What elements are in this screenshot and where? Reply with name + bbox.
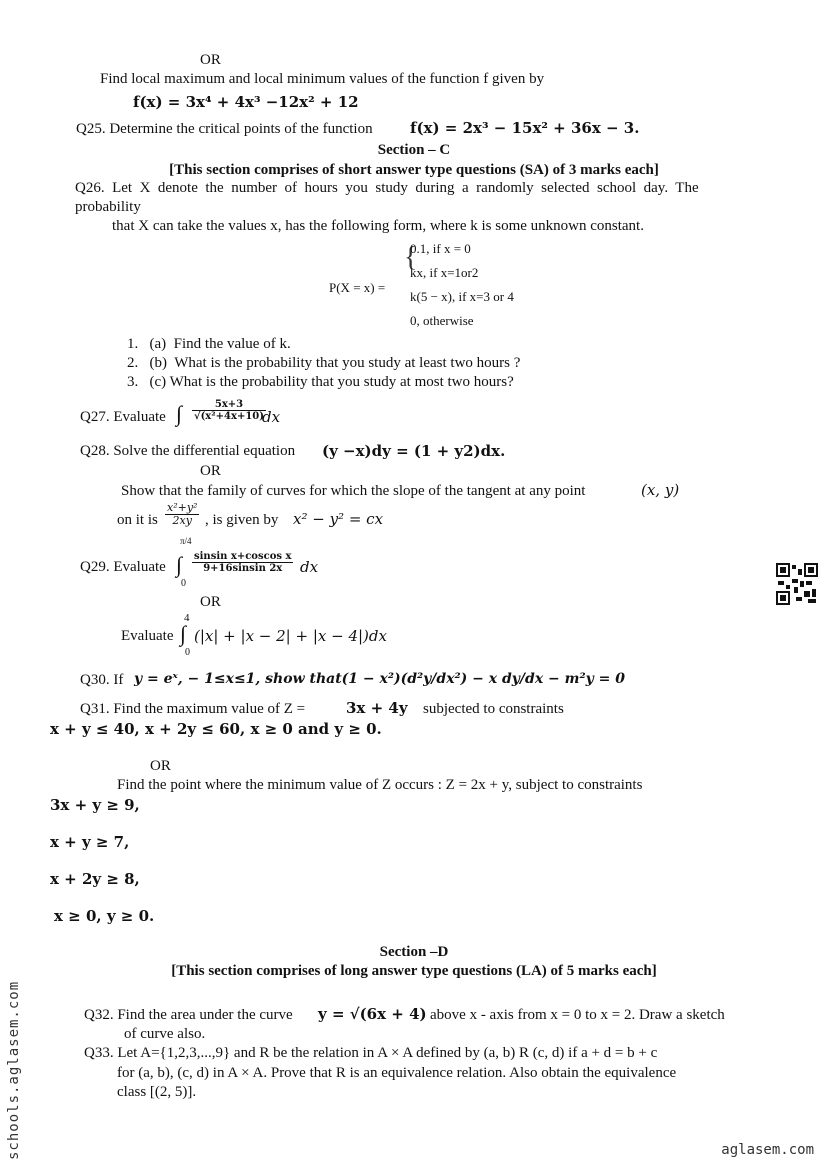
integral-icon: ∫	[176, 401, 183, 426]
q32-line1-b: above x - axis from x = 0 to x = 2. Draw a sketch	[430, 1007, 725, 1023]
q26-case-2: kx, if x=1or2	[410, 265, 479, 280]
q25-prefix: Q25. Determine the critical points of the function	[76, 121, 373, 137]
q31-text2: subjected to constraints	[423, 701, 564, 717]
q29-fraction	[192, 551, 293, 574]
q31-alt-constraint-4: x ≥ 0, y ≥ 0.	[54, 907, 155, 925]
q26-part-c: 3. (c) What is the probability that you study at most two hours?	[127, 374, 514, 390]
q28-alt-line2-a: on it is	[117, 512, 158, 528]
q25-formula: f(x) = 2x³ − 15x² + 36x − 3.	[410, 119, 640, 137]
q27-numerator: 5x+3	[192, 399, 266, 411]
brace-icon: {	[404, 242, 418, 273]
section-d-desc: [This section comprises of long answer type questions (LA) of 5 marks each]	[171, 963, 657, 979]
q28-point: (x, y)	[641, 481, 680, 499]
q31-text: Q31. Find the maximum value of Z =	[80, 701, 306, 717]
q29-lower-limit: 0	[181, 578, 186, 589]
q26-part-a: 1. (a) Find the value of k.	[127, 336, 291, 352]
q33-line3: class [(2, 5)].	[117, 1084, 197, 1100]
q29-upper-limit: π/4	[180, 536, 192, 546]
q28-alt-line1: Show that the family of curves for which the slope of the tangent at any point	[121, 483, 586, 499]
q26-part-b: 2. (b) What is the probability that you study at least two hours ?	[127, 355, 521, 371]
q28-formula: (y −x)dy = (1 + y2)dx.	[322, 442, 506, 460]
q28-slope-num: x²+y²	[167, 501, 198, 514]
q29-alt-upper: 4	[184, 612, 190, 624]
or-label: OR	[150, 758, 171, 774]
q29-numerator: sinsin x+coscos x	[194, 551, 292, 562]
section-d-title: Section –D	[379, 944, 449, 960]
q27-denominator: √(x²+4x+10)	[194, 411, 264, 422]
q33-line2: for (a, b), (c, d) in A × A. Prove that R is an equivalence relation. Also obtain the equivalence	[117, 1065, 677, 1081]
qr-code-icon	[776, 563, 818, 605]
q31-alt-constraint-3: x + 2y ≥ 8,	[50, 870, 140, 888]
q28-alt-line2-b: , is given by	[205, 512, 279, 528]
or-label: OR	[200, 594, 221, 610]
q31-alt-constraint-2: x + y ≥ 7,	[50, 833, 130, 851]
q28-slope-den: 2xy	[172, 514, 192, 528]
q27-prefix: Q27. Evaluate	[80, 409, 166, 425]
q30-formula: y = eˣ, − 1≤x≤1, show that(1 − x²)(d²y/dx²) − x dy/dx − m²y = 0	[134, 671, 625, 687]
q29-dx: dx	[300, 558, 319, 576]
q32-line2: of curve also.	[124, 1026, 206, 1042]
q29-denominator: 9+16sinsin 2x	[203, 563, 283, 574]
q26-case-3: k(5 − x), if x=3 or 4	[410, 289, 514, 304]
q29-prefix: Q29. Evaluate	[80, 559, 166, 575]
q29-alt-prefix: Evaluate	[121, 628, 174, 644]
q32-formula: y = √(6x + 4)	[318, 1005, 427, 1023]
q30-prefix: Q30. If	[80, 672, 124, 688]
q26-line2: probability	[75, 199, 141, 215]
q26-line1: Q26. Let X denote the number of hours you study during a randomly selected school day. The	[75, 180, 699, 196]
q31-constraints: x + y ≤ 40, x + 2y ≤ 60, x ≥ 0 and y ≥ 0.	[50, 720, 382, 738]
integral-icon: ∫	[176, 552, 183, 577]
q28-text: Q28. Solve the differential equation	[80, 443, 296, 459]
q27-fraction	[192, 399, 266, 422]
q28-slope-fraction	[165, 502, 199, 527]
q26-case-4: 0, otherwise	[410, 313, 474, 328]
q26-line3: that X can take the values x, has the following form, where k is some unknown constant.	[112, 218, 644, 234]
q31-z: 3x + 4y	[346, 699, 408, 717]
q26-px-label: P(X = x) =	[329, 280, 386, 295]
q24-text: Find local maximum and local minimum values of the function f given by	[100, 71, 545, 87]
q32-line1-a: Q32. Find the area under the curve	[84, 1007, 293, 1023]
integral-icon: ∫	[180, 621, 187, 646]
q29-alt-formula: (|x| + |x − 2| + |x − 4|)dx	[194, 627, 387, 645]
side-watermark: schools.aglasem.com	[6, 980, 22, 1160]
q27-dx: dx	[262, 408, 281, 426]
q24-formula: f(x) = 3x⁴ + 4x³ −12x² + 12	[133, 93, 359, 111]
q31-alt-text: Find the point where the minimum value of Z occurs : Z = 2x + y, subject to constraints	[117, 777, 643, 793]
or-label: OR	[200, 52, 221, 68]
section-c-title: Section – C	[377, 142, 451, 158]
q31-alt-constraint-1: 3x + y ≥ 9,	[50, 796, 140, 814]
q33-line1: Q33. Let A={1,2,3,...,9} and R be the relation in A × A defined by (a, b) R (c, d) if a + d = b + c	[84, 1045, 658, 1061]
q28-alt-formula: x² − y² = cx	[293, 510, 384, 528]
section-c-desc: [This section comprises of short answer type questions (SA) of 3 marks each]	[169, 162, 659, 178]
or-label: OR	[200, 463, 221, 479]
footer-watermark: aglasem.com	[721, 1142, 814, 1158]
q26-case-1: 0.1, if x = 0	[410, 241, 471, 256]
q29-alt-lower: 0	[185, 647, 190, 658]
